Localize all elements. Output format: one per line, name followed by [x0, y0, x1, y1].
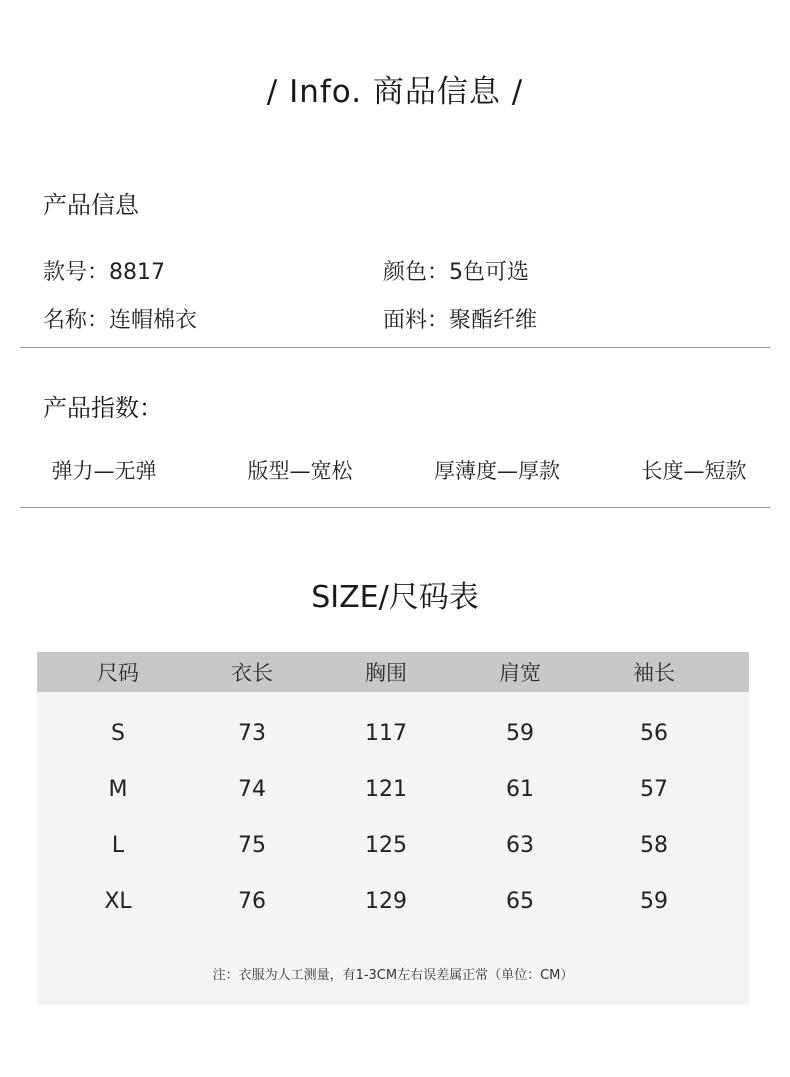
info-label: 颜色： [383, 260, 450, 285]
header-cell-size: 尺码 [97, 661, 139, 685]
table-cell: 74 [238, 777, 266, 802]
size-table-header [37, 652, 749, 692]
size-table [37, 652, 749, 1005]
product-index-row [0, 455, 790, 485]
table-cell: 121 [365, 777, 407, 802]
header-cell-sleeve: 袖长 [633, 661, 675, 685]
info-label: 款号： [43, 260, 110, 285]
table-row [37, 777, 749, 817]
product-info-heading: 产品信息 [43, 191, 139, 219]
table-cell: 61 [506, 777, 534, 802]
info-item-color [383, 255, 529, 286]
table-cell: 59 [640, 889, 668, 914]
index-item-fit: 版型—宽松 [247, 459, 353, 483]
table-cell: 63 [506, 833, 534, 858]
table-cell: 125 [365, 833, 407, 858]
page-title: / Info. 商品信息 / [266, 74, 524, 110]
info-value: 聚酯纤维 [449, 308, 538, 333]
divider [20, 507, 770, 508]
header-cell-shoulder: 肩宽 [499, 661, 541, 685]
table-cell: 75 [238, 833, 266, 858]
divider [20, 347, 770, 348]
info-value: 8817 [109, 260, 166, 285]
info-item-fabric [383, 303, 537, 334]
info-value: 5色可选 [449, 260, 530, 285]
header-cell-chest: 胸围 [365, 661, 407, 685]
table-cell: L [111, 833, 125, 858]
index-item-length: 长度—短款 [641, 459, 747, 483]
table-cell: 57 [640, 777, 668, 802]
product-index-heading: 产品指数： [43, 394, 163, 422]
index-item-thickness: 厚薄度—厚款 [434, 459, 560, 483]
table-cell: 58 [640, 833, 668, 858]
size-chart-title: SIZE/尺码表 [311, 580, 479, 615]
table-cell: 59 [506, 721, 534, 746]
table-cell: 56 [640, 721, 668, 746]
index-item-elasticity: 弹力—无弹 [51, 459, 157, 483]
info-label: 面料： [383, 308, 450, 333]
table-cell: 76 [238, 889, 266, 914]
measurement-note: 注：衣服为人工测量，有1-3CM左右误差属正常（单位：CM） [212, 968, 574, 983]
table-cell: 65 [506, 889, 534, 914]
table-cell: 129 [365, 889, 407, 914]
table-cell: XL [104, 889, 132, 914]
table-cell: S [111, 721, 125, 746]
info-value: 连帽棉衣 [109, 308, 198, 333]
table-row [37, 833, 749, 873]
table-row [37, 889, 749, 929]
table-cell: 73 [238, 721, 266, 746]
table-cell: M [108, 777, 128, 802]
info-item-style-number [43, 255, 165, 286]
table-row [37, 721, 749, 761]
table-cell: 117 [365, 721, 407, 746]
info-label: 名称： [43, 308, 110, 333]
header-cell-length: 衣长 [231, 661, 273, 685]
info-item-name [43, 303, 197, 334]
